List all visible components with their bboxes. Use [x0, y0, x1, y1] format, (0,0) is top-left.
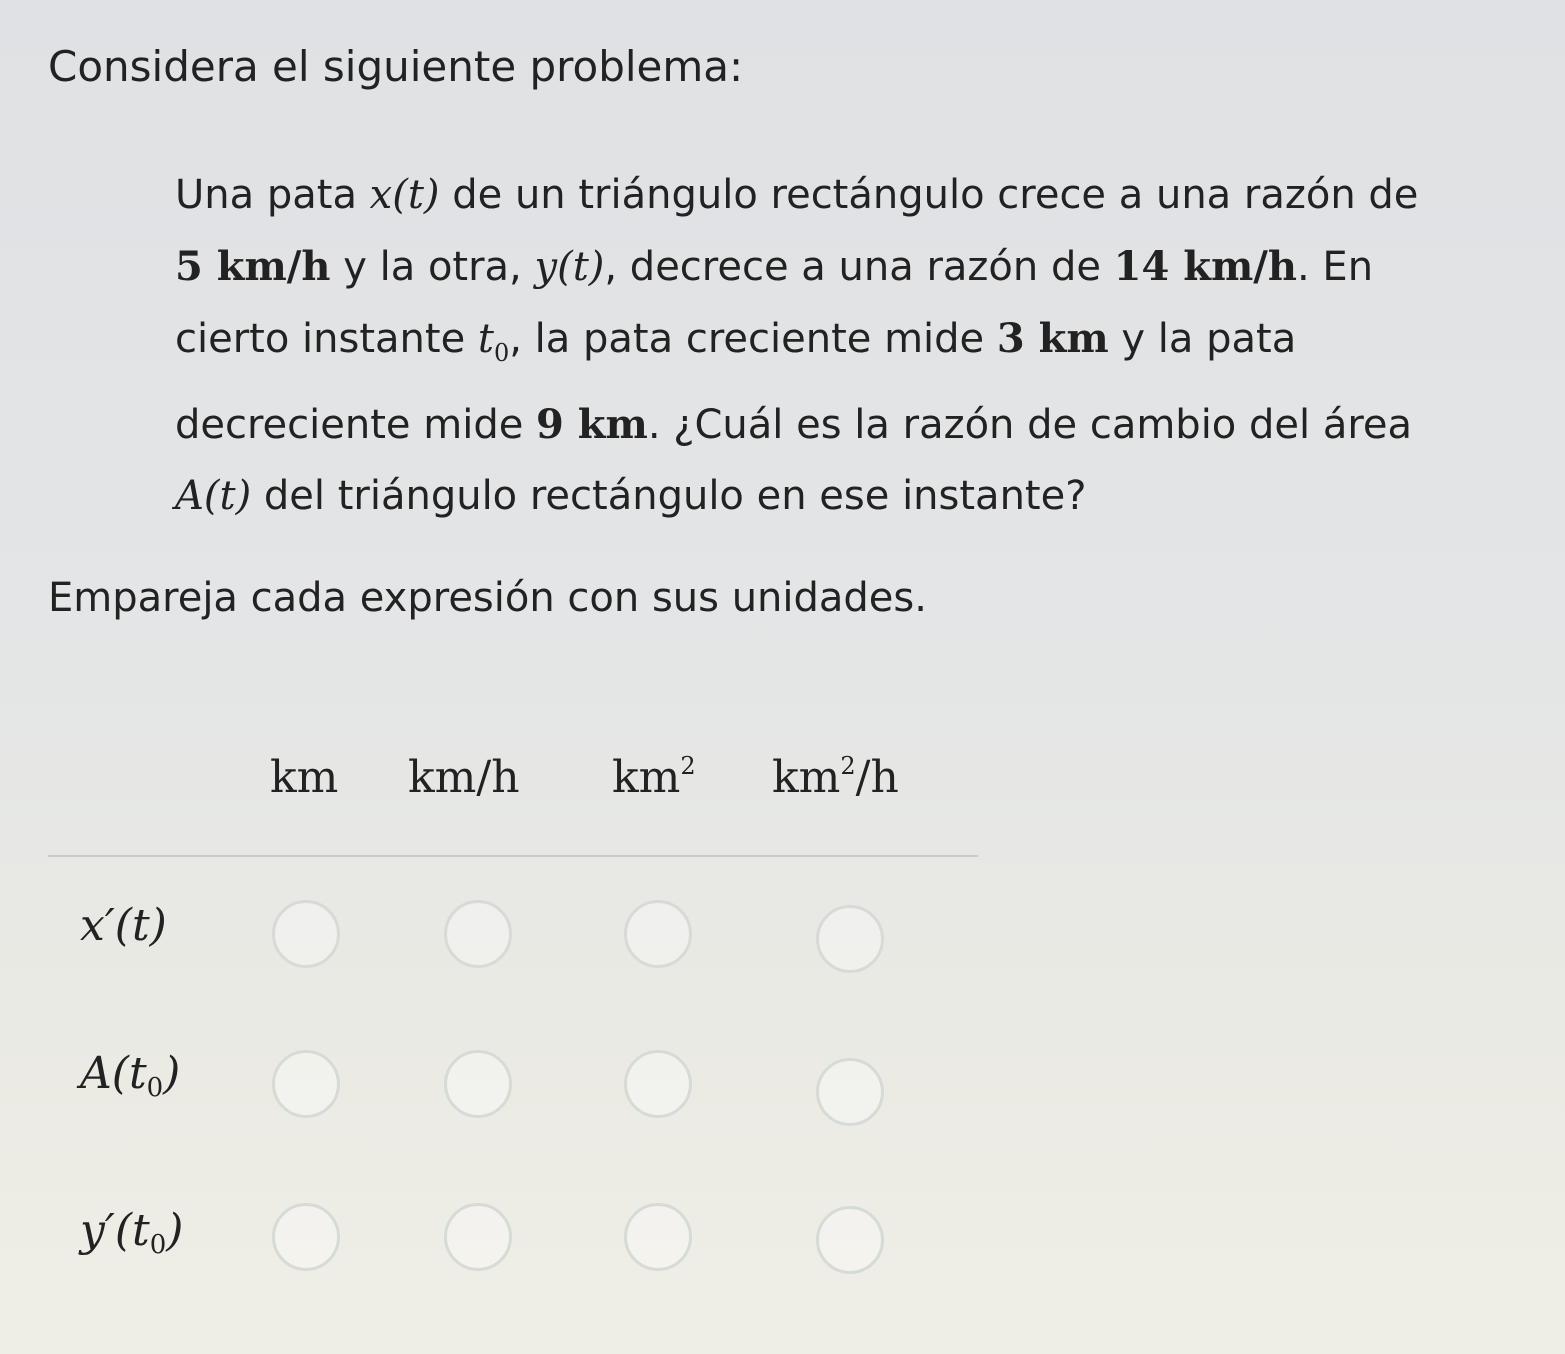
var-a-t: A(t)	[175, 473, 252, 519]
unit-header-km-per-h: km/h	[408, 752, 520, 803]
radio-x-prime-t-km-per-h[interactable]	[444, 900, 512, 968]
radio-y-prime-t0-km[interactable]	[272, 1203, 340, 1271]
problem-statement: Una pata x(t) de un triángulo rectángulo crece a una razón de 5 km/h y la otra, y(t), decrece a una razón de 14 km/h. En cierto instante $t_0$, la pata creciente mide 3 km y la pata decreciente mide 9 km. ¿Cuál es la razón de cambio del área A(t) del triángulo rectángulo en ese instante?	[175, 172, 1419, 519]
radio-x-prime-t-km2[interactable]	[624, 900, 692, 968]
intro-heading: Considera el siguiente problema:	[48, 42, 744, 91]
radio-y-prime-t0-km2[interactable]	[624, 1203, 692, 1271]
var-y-t: y(t)	[534, 244, 605, 290]
radio-a-t0-km2[interactable]	[624, 1050, 692, 1118]
header-divider	[48, 855, 978, 857]
rate-x-value: 5 km/h	[175, 243, 331, 290]
radio-y-prime-t0-km2-per-h[interactable]	[816, 1206, 884, 1274]
row-label-y-prime-t0: $y'(t_0)$	[80, 1205, 184, 1260]
var-t0: $t_0$	[477, 316, 510, 367]
unit-header-km: km	[270, 752, 339, 803]
radio-a-t0-km2-per-h[interactable]	[816, 1058, 884, 1126]
instruction-text: Empareja cada expresión con sus unidades.	[48, 575, 927, 621]
radio-x-prime-t-km2-per-h[interactable]	[816, 905, 884, 973]
radio-x-prime-t-km[interactable]	[272, 900, 340, 968]
length-x-value: 3 km	[996, 315, 1109, 362]
var-x-t: x(t)	[369, 172, 440, 218]
radio-a-t0-km-per-h[interactable]	[444, 1050, 512, 1118]
row-label-a-t0: $A(t_0)$	[80, 1048, 181, 1103]
radio-y-prime-t0-km-per-h[interactable]	[444, 1203, 512, 1271]
unit-header-km2: $km^2$	[612, 752, 696, 803]
unit-header-km2-per-h: $km^2/h$	[772, 752, 899, 803]
radio-a-t0-km[interactable]	[272, 1050, 340, 1118]
row-label-x-prime-t: x′(t)	[80, 900, 167, 951]
rate-y-value: 14 km/h	[1113, 243, 1297, 290]
length-y-value: 9 km	[536, 401, 648, 448]
